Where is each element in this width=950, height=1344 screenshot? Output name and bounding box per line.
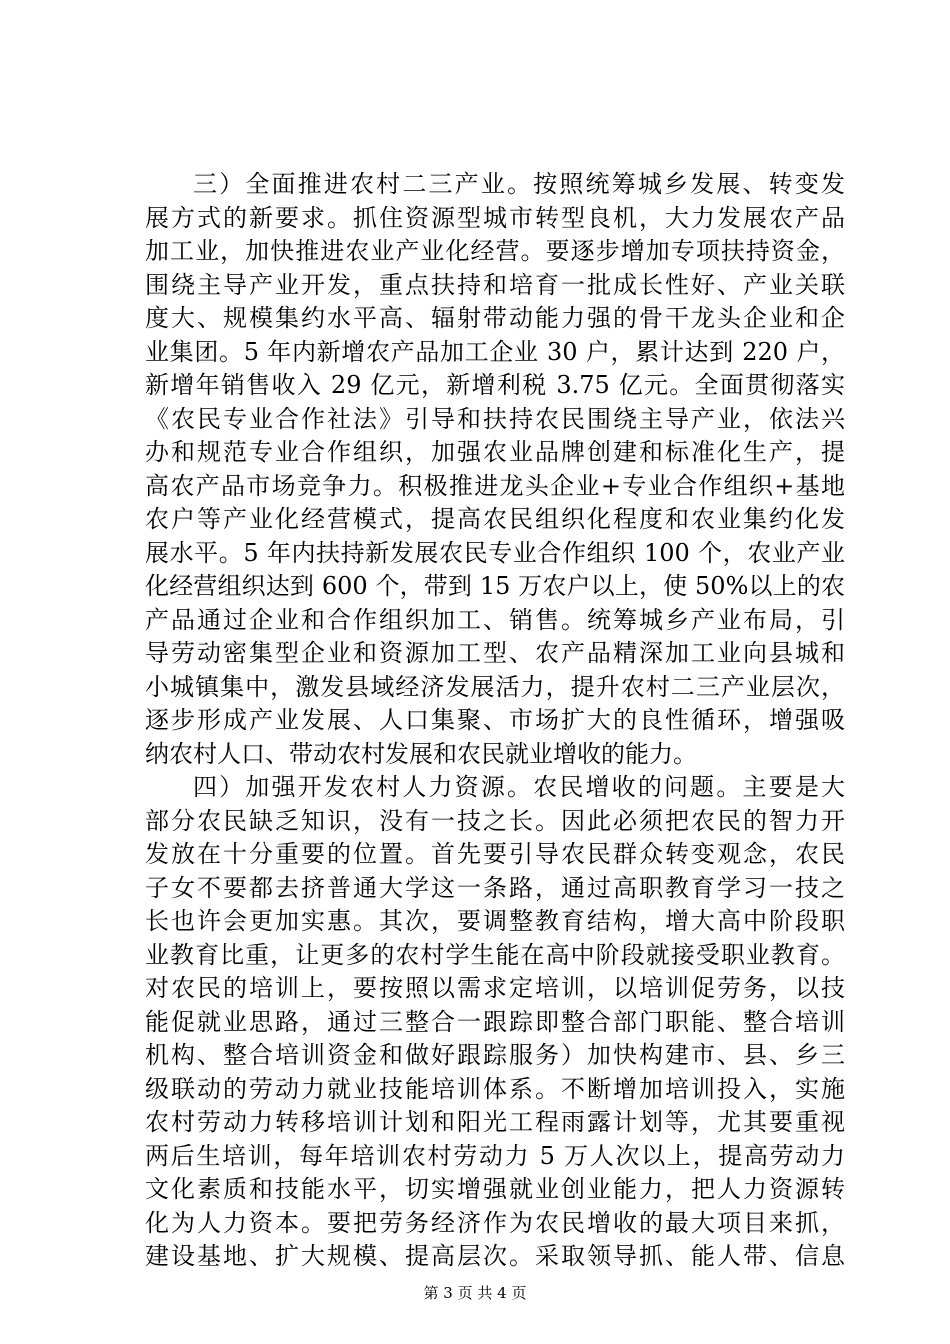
text-line: 四）加强开发农村人力资源。农民增收的问题。主要是大 <box>193 773 845 801</box>
text-line: 展水平。5 年内扶持新发展农民专业合作组织 100 个，农业产业 <box>145 538 845 567</box>
text-line: 业集团。5 年内新增农产品加工企业 30 户，累计达到 220 户， <box>145 337 845 366</box>
text-line: 文化素质和技能水平，切实增强就业创业能力，把人力资源转 <box>145 1175 845 1203</box>
text-line: 对农民的培训上，要按照以需求定培训，以培训促劳务，以技 <box>145 974 845 1002</box>
text-line: 机构、整合培训资金和做好跟踪服务）加快构建市、县、乡三 <box>145 1041 845 1069</box>
text-line: 围绕主导产业开发，重点扶持和培育一批成长性好、产业关联 <box>145 270 845 299</box>
text-line: 三）全面推进农村二三产业。按照统筹城乡发展、转变发 <box>193 170 845 198</box>
text-line: 发放在十分重要的位置。首先要引导农民群众转变观念，农民 <box>145 840 845 868</box>
text-line: 化经营组织达到 600 个，带到 15 万农户以上，使 50%以上的农 <box>145 572 845 600</box>
text-line: 逐步形成产业发展、人口集聚、市场扩大的良性循环，增强吸 <box>145 706 845 734</box>
page-number-footer: 第 3 页 共 4 页 <box>423 1284 527 1302</box>
text-line: 级联动的劳动力就业技能培训体系。不断增加培训投入，实施 <box>145 1074 845 1103</box>
paragraph-human-resources <box>145 771 845 1274</box>
text-line: 新增年销售收入 29 亿元，新增利税 3.75 亿元。全面贯彻落实 <box>145 371 845 399</box>
text-line: 农户等产业化经营模式，提高农民组织化程度和农业集约化发 <box>145 505 845 533</box>
text-line: 长也许会更加实惠。其次，要调整教育结构，增大高中阶段职 <box>145 907 845 935</box>
text-line: 高农产品市场竞争力。积极推进龙头企业+专业合作组织+基地 <box>145 471 845 500</box>
text-line: 部分农民缺乏知识，没有一技之长。因此必须把农民的智力开 <box>145 806 845 835</box>
text-line: 化为人力资本。要把劳务经济作为农民增收的最大项目来抓， <box>145 1208 845 1237</box>
text-line: 导劳动密集型企业和资源加工型、农产品精深加工业向县城和 <box>145 639 845 667</box>
text-line: 子女不要都去挤普通大学这一条路，通过高职教育学习一技之 <box>145 873 845 902</box>
text-line: 《农民专业合作社法》引导和扶持农民围绕主导产业，依法兴 <box>145 404 845 433</box>
text-line: 度大、规模集约水平高、辐射带动能力强的骨干龙头企业和企 <box>145 304 845 332</box>
text-line: 产品通过企业和合作组织加工、销售。统筹城乡产业布局，引 <box>145 605 845 634</box>
paragraph-rural-industries <box>145 168 845 771</box>
text-line: 纳农村人口、带动农村发展和农民就业增收的能力。 <box>145 739 697 768</box>
document-body <box>145 168 845 1274</box>
text-line: 两后生培训，每年培训农村劳动力 5 万人次以上，提高劳动力 <box>145 1141 845 1170</box>
text-line: 展方式的新要求。抓住资源型城市转型良机，大力发展农产品 <box>145 203 845 232</box>
text-line: 建设基地、扩大规模、提高层次。采取领导抓、能人带、信息 <box>145 1242 845 1270</box>
text-line: 小城镇集中，激发县域经济发展活力，提升农村二三产业层次， <box>145 672 845 701</box>
text-line: 农村劳动力转移培训计划和阳光工程雨露计划等，尤其要重视 <box>145 1108 845 1136</box>
text-line: 能促就业思路，通过三整合一跟踪即整合部门职能、整合培训 <box>145 1007 845 1036</box>
text-line: 办和规范专业合作组织，加强农业品牌创建和标准化生产，提 <box>145 438 845 466</box>
text-line: 业教育比重，让更多的农村学生能在高中阶段就接受职业教育。 <box>145 940 845 969</box>
text-line: 加工业，加快推进农业产业化经营。要逐步增加专项扶持资金， <box>145 237 845 265</box>
